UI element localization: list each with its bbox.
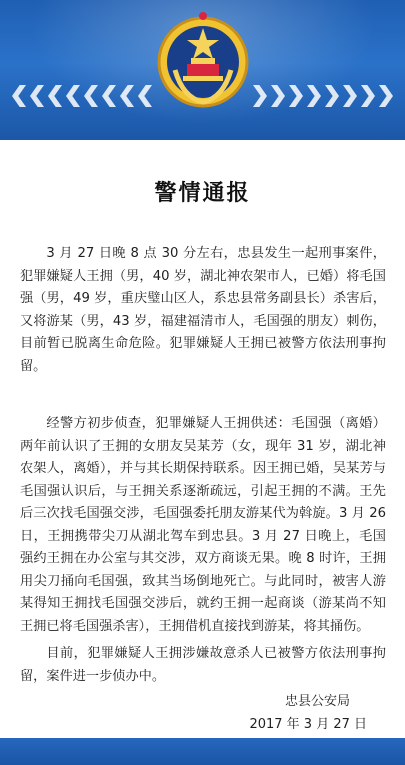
chevron-icon	[138, 85, 152, 107]
paragraph-investigation: 经警方初步侦查，犯罪嫌疑人王拥供述：毛国强（离婚）两年前认识了王拥的女朋友吴某芳（女，现年 31 岁，湖北神农架人，离婚），并与其长期保持联系。因王拥已婚，吴某芳与毛国强认识后，与王拥关系逐渐疏远，引起王拥的不满。王先后三次找毛国强交涉，毛国强委托朋友游某代为斡旋。3 月 26 日，王拥携带尖刀从湖北驾车到忠县。3 月 27 日晚上，毛国强约王拥在办公室与其交涉，双方商谈无果。晚 8 时许，王拥用尖刀捅向毛国强，致其当场倒地死亡。与此同时，被害人游某得知王拥找毛国强交涉后，就约王拥一起商谈（游某尚不知王拥已将毛国强杀害），王拥借机直接找到游某，将其捅伤。	[20, 416, 386, 634]
police-emblem-icon	[153, 10, 253, 110]
chevron-icon	[379, 85, 393, 107]
chevron-icon	[361, 85, 375, 107]
chevron-icon	[289, 85, 303, 107]
chevron-icon	[66, 85, 80, 107]
chevron-icon	[271, 85, 285, 107]
chevron-icon	[120, 85, 134, 107]
right-chevrons	[253, 85, 393, 107]
chevron-icon	[325, 85, 339, 107]
chevron-icon	[84, 85, 98, 107]
chevron-icon	[12, 85, 26, 107]
chevron-icon	[253, 85, 267, 107]
paragraph-status: 目前，犯罪嫌疑人王拥涉嫌故意杀人已被警方依法刑事拘留，案件进一步侦办中。	[20, 646, 386, 684]
footer-bar	[0, 738, 405, 765]
header-banner	[0, 0, 405, 140]
left-chevrons	[12, 85, 152, 107]
chevron-icon	[48, 85, 62, 107]
paragraph-incident: 3 月 27 日晚 8 点 30 分左右，忠县发生一起刑事案件，犯罪嫌疑人王拥（男，40 岁，湖北神农架市人，已婚）将毛国强（男，49 岁，重庆璧山区人，系忠县常务副县长）杀害后，又将游某（男，43 岁，福建福清市人，毛国强的朋友）刺伤，目前暂已脱离生命危险。犯罪嫌疑人王拥已被警方依法刑事拘留。	[20, 246, 386, 374]
signature-organization: 忠县公安局	[284, 694, 350, 709]
signature-date: 2017 年 3 月 27 日	[249, 717, 367, 732]
page-title: 警情通报	[154, 181, 251, 206]
chevron-icon	[30, 85, 44, 107]
chevron-icon	[307, 85, 321, 107]
chevron-icon	[343, 85, 357, 107]
chevron-icon	[102, 85, 116, 107]
